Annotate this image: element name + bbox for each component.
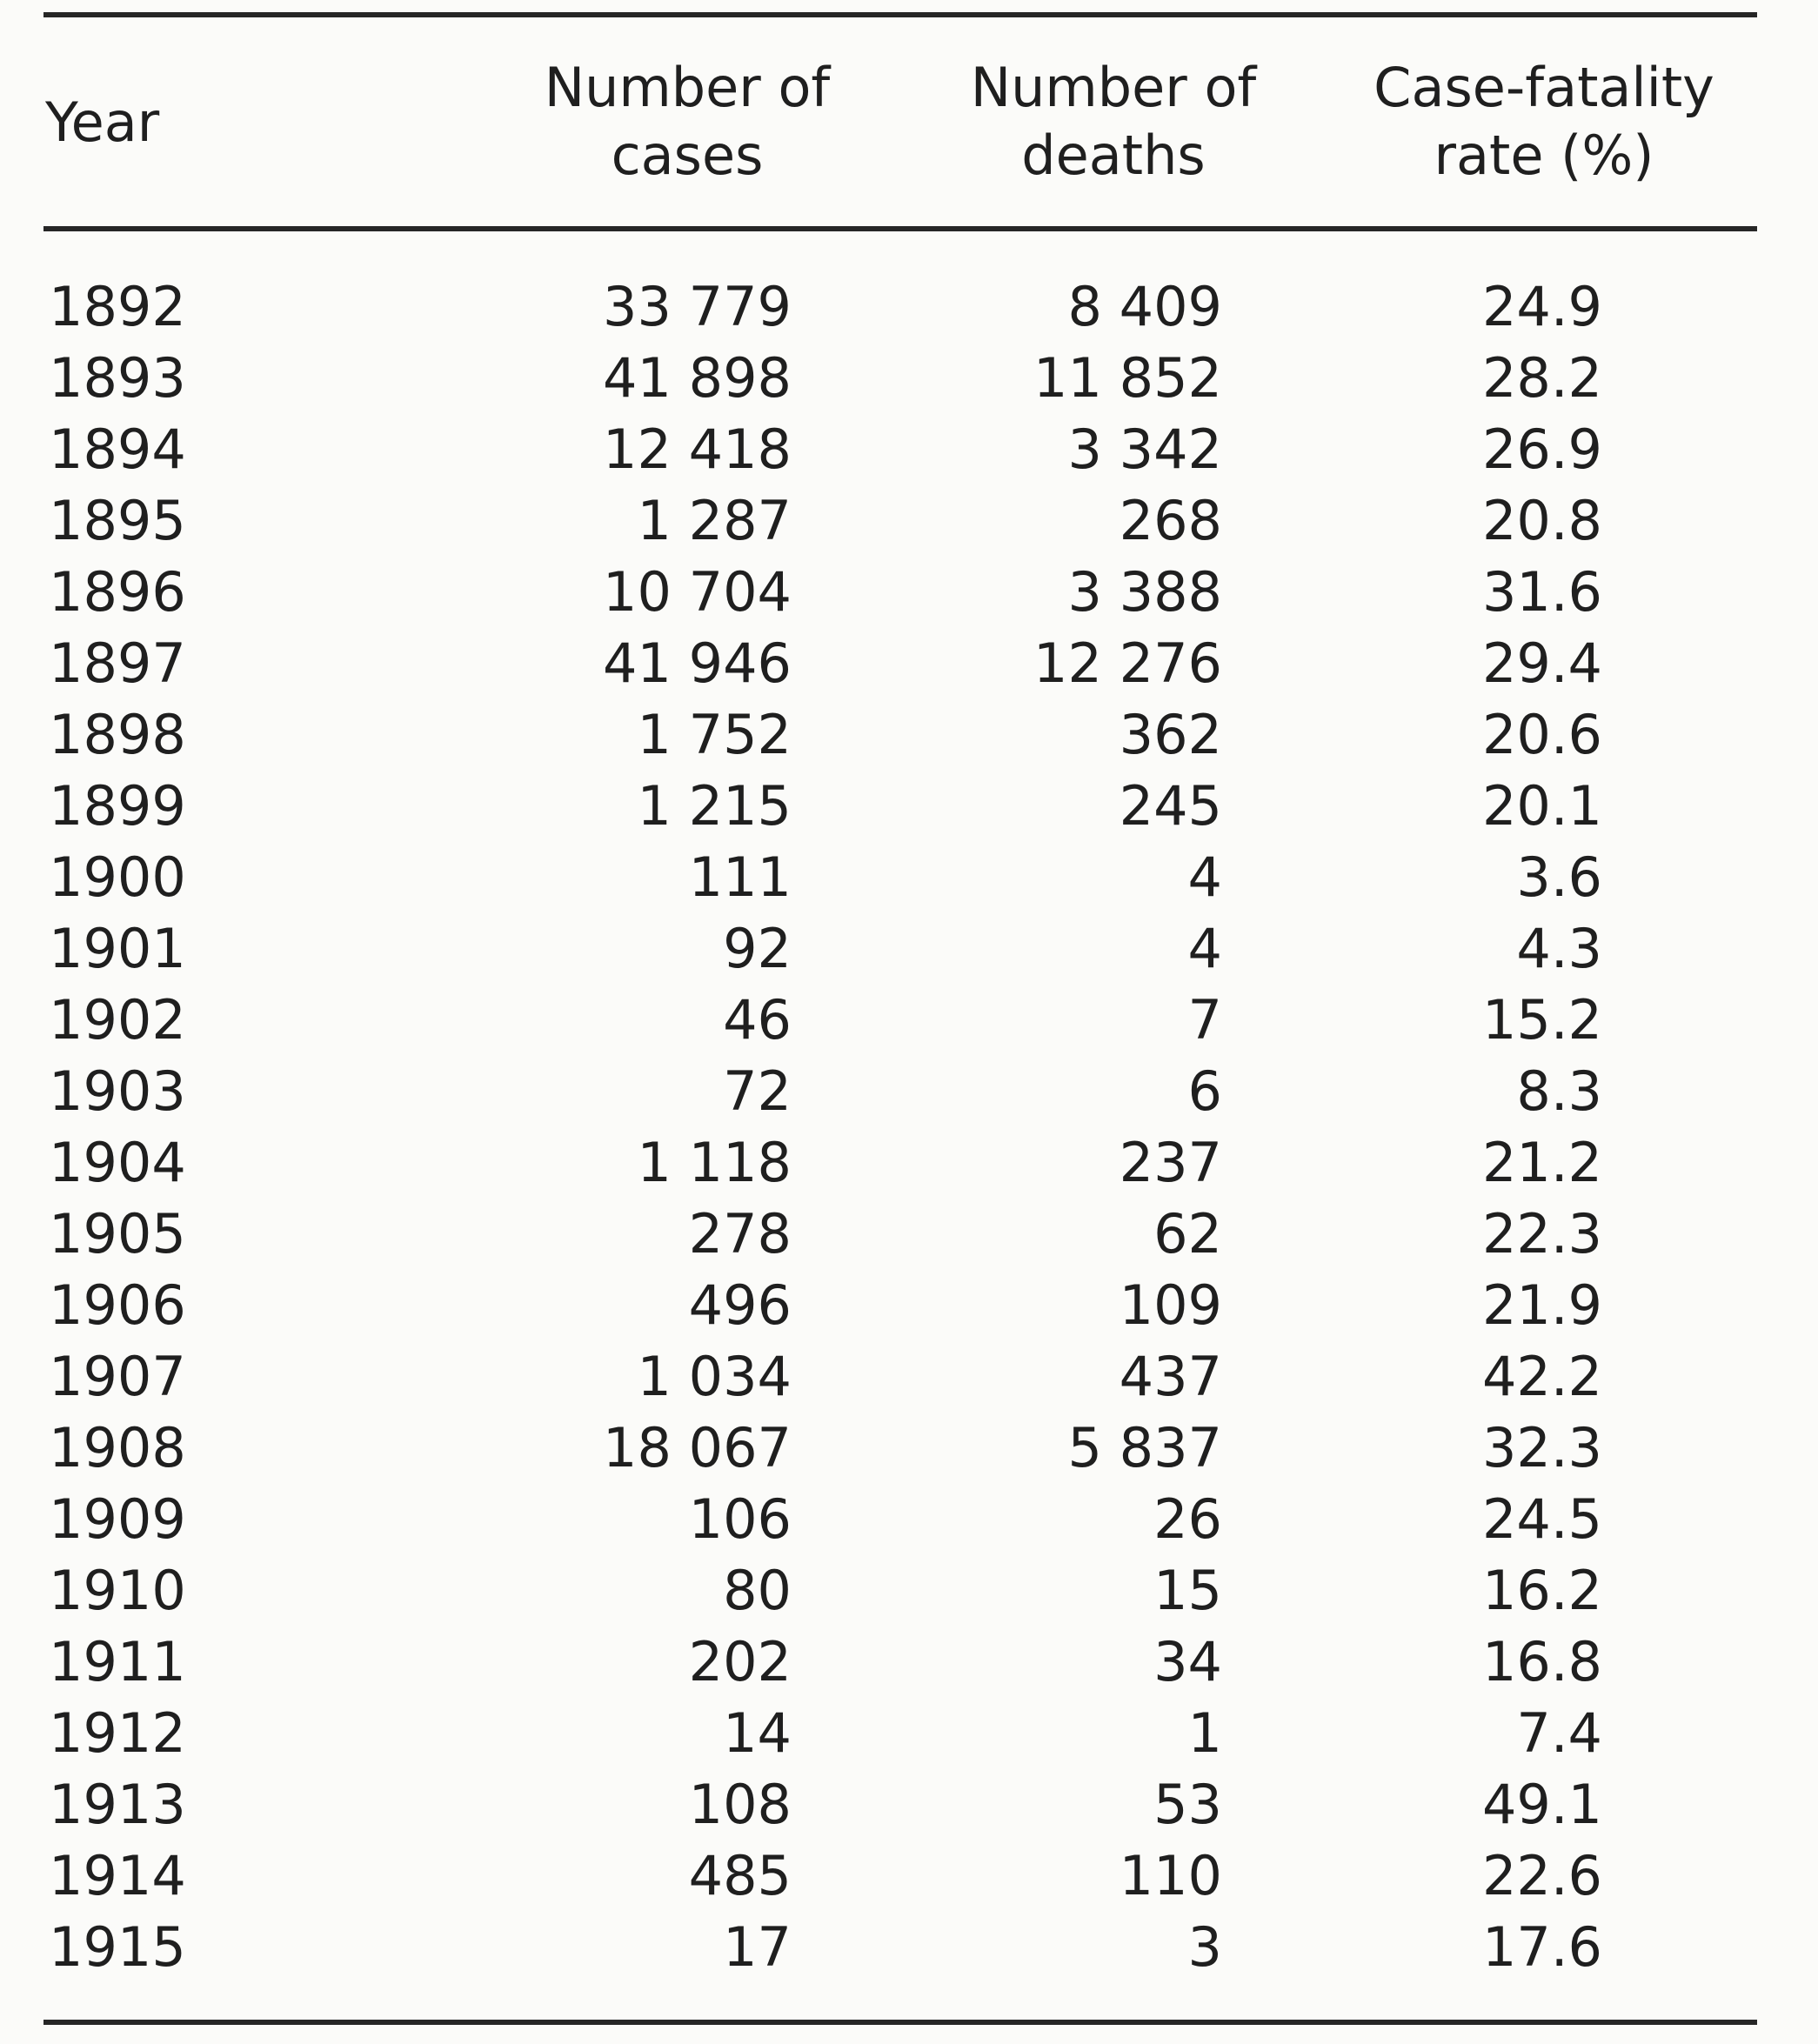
cell-case-fatality-rate: 4.3 [1516, 917, 1602, 980]
cell-deaths: 437 [1119, 1345, 1222, 1408]
cell-year: 1913 [49, 1773, 186, 1836]
cell-year: 1910 [49, 1559, 186, 1622]
table-header [0, 54, 1818, 202]
cell-deaths: 3 [1187, 1915, 1222, 1979]
cell-cases: 41 946 [603, 631, 792, 695]
table-row [0, 485, 1818, 557]
cell-case-fatality-rate: 15.2 [1481, 988, 1602, 1052]
cell-year: 1909 [49, 1487, 186, 1551]
cell-case-fatality-rate: 28.2 [1481, 346, 1602, 410]
bottom-rule [43, 2020, 1757, 2025]
table-body [0, 271, 1818, 1983]
table-row [0, 1270, 1818, 1341]
cell-deaths: 3 342 [1067, 417, 1222, 481]
cell-case-fatality-rate: 3.6 [1516, 845, 1602, 909]
header-rule [43, 226, 1757, 231]
table-row [0, 414, 1818, 485]
cell-year: 1914 [49, 1844, 186, 1907]
top-rule [43, 12, 1757, 17]
cell-cases: 496 [688, 1273, 792, 1337]
table-row [0, 1769, 1818, 1840]
cell-cases: 17 [723, 1915, 792, 1979]
cell-cases: 10 704 [603, 560, 792, 624]
cell-year: 1911 [49, 1630, 186, 1693]
table-row [0, 1341, 1818, 1413]
cell-case-fatality-rate: 24.9 [1481, 275, 1602, 338]
cell-year: 1893 [49, 346, 186, 410]
cell-case-fatality-rate: 16.2 [1481, 1559, 1602, 1622]
cell-deaths: 362 [1119, 703, 1222, 766]
header-case-fatality-rate: Case-fatality rate (%) [1374, 56, 1714, 187]
cell-year: 1894 [49, 417, 186, 481]
cell-cases: 12 418 [603, 417, 792, 481]
table-row [0, 1555, 1818, 1627]
cell-deaths: 5 837 [1067, 1416, 1222, 1480]
cell-deaths: 12 276 [1033, 631, 1222, 695]
cell-year: 1906 [49, 1273, 186, 1337]
cell-deaths: 6 [1187, 1059, 1222, 1123]
cell-case-fatality-rate: 21.2 [1481, 1131, 1602, 1194]
cell-case-fatality-rate: 7.4 [1516, 1701, 1602, 1765]
cell-deaths: 268 [1119, 489, 1222, 552]
cell-deaths: 26 [1153, 1487, 1222, 1551]
cell-cases: 33 779 [603, 275, 792, 338]
cell-cases: 1 215 [637, 774, 792, 838]
cell-year: 1898 [49, 703, 186, 766]
cell-deaths: 109 [1119, 1273, 1222, 1337]
cell-year: 1902 [49, 988, 186, 1052]
table-row [0, 1413, 1818, 1484]
header-year: Year [45, 90, 160, 154]
cell-year: 1892 [49, 275, 186, 338]
cell-cases: 1 034 [637, 1345, 792, 1408]
cell-year: 1915 [49, 1915, 186, 1979]
table-row [0, 557, 1818, 628]
cell-deaths: 4 [1187, 845, 1222, 909]
table-row [0, 1484, 1818, 1555]
table-row [0, 1627, 1818, 1698]
cell-case-fatality-rate: 29.4 [1481, 631, 1602, 695]
cell-deaths: 1 [1187, 1701, 1222, 1765]
cell-cases: 202 [688, 1630, 792, 1693]
cell-cases: 41 898 [603, 346, 792, 410]
cell-cases: 111 [688, 845, 792, 909]
cell-case-fatality-rate: 49.1 [1481, 1773, 1602, 1836]
cell-cases: 80 [723, 1559, 792, 1622]
table-row [0, 628, 1818, 699]
table-row [0, 1698, 1818, 1769]
table-row [0, 343, 1818, 414]
cell-deaths: 110 [1119, 1844, 1222, 1907]
cell-deaths: 4 [1187, 917, 1222, 980]
cell-year: 1896 [49, 560, 186, 624]
cell-year: 1912 [49, 1701, 186, 1765]
cell-year: 1904 [49, 1131, 186, 1194]
table-row [0, 1912, 1818, 1983]
cell-cases: 46 [723, 988, 792, 1052]
cell-cases: 485 [688, 1844, 792, 1907]
cell-cases: 18 067 [603, 1416, 792, 1480]
table-row [0, 699, 1818, 771]
header-number-of-deaths: Number of deaths [970, 56, 1257, 187]
cell-case-fatality-rate: 26.9 [1481, 417, 1602, 481]
table-row [0, 1840, 1818, 1912]
cell-case-fatality-rate: 22.3 [1481, 1202, 1602, 1266]
cell-deaths: 3 388 [1067, 560, 1222, 624]
cell-deaths: 11 852 [1033, 346, 1222, 410]
cell-case-fatality-rate: 24.5 [1481, 1487, 1602, 1551]
cell-case-fatality-rate: 17.6 [1481, 1915, 1602, 1979]
cell-year: 1903 [49, 1059, 186, 1123]
cell-deaths: 34 [1153, 1630, 1222, 1693]
cell-deaths: 8 409 [1067, 275, 1222, 338]
table-row [0, 913, 1818, 985]
cell-cases: 1 287 [637, 489, 792, 552]
cell-year: 1897 [49, 631, 186, 695]
cell-case-fatality-rate: 8.3 [1516, 1059, 1602, 1123]
table-row [0, 1056, 1818, 1127]
table-row [0, 1199, 1818, 1270]
cell-case-fatality-rate: 42.2 [1481, 1345, 1602, 1408]
cell-cases: 1 752 [637, 703, 792, 766]
cell-case-fatality-rate: 20.8 [1481, 489, 1602, 552]
cell-cases: 1 118 [637, 1131, 792, 1194]
cell-cases: 108 [688, 1773, 792, 1836]
cell-case-fatality-rate: 22.6 [1481, 1844, 1602, 1907]
cell-year: 1908 [49, 1416, 186, 1480]
cell-deaths: 237 [1119, 1131, 1222, 1194]
cell-year: 1901 [49, 917, 186, 980]
cell-cases: 106 [688, 1487, 792, 1551]
table-row [0, 985, 1818, 1056]
cell-case-fatality-rate: 20.1 [1481, 774, 1602, 838]
cell-cases: 278 [688, 1202, 792, 1266]
cell-deaths: 7 [1187, 988, 1222, 1052]
table-row [0, 271, 1818, 343]
cell-cases: 72 [723, 1059, 792, 1123]
cell-cases: 92 [723, 917, 792, 980]
cell-case-fatality-rate: 32.3 [1481, 1416, 1602, 1480]
cell-case-fatality-rate: 20.6 [1481, 703, 1602, 766]
cell-deaths: 245 [1119, 774, 1222, 838]
cell-year: 1900 [49, 845, 186, 909]
cell-deaths: 53 [1153, 1773, 1222, 1836]
cell-year: 1895 [49, 489, 186, 552]
cell-deaths: 62 [1153, 1202, 1222, 1266]
cell-case-fatality-rate: 31.6 [1481, 560, 1602, 624]
cell-year: 1899 [49, 774, 186, 838]
header-number-of-cases: Number of cases [544, 56, 831, 187]
cell-deaths: 15 [1153, 1559, 1222, 1622]
cell-cases: 14 [723, 1701, 792, 1765]
table-row [0, 771, 1818, 842]
table-row [0, 1127, 1818, 1199]
cell-year: 1907 [49, 1345, 186, 1408]
cell-case-fatality-rate: 21.9 [1481, 1273, 1602, 1337]
cell-year: 1905 [49, 1202, 186, 1266]
table-row [0, 842, 1818, 913]
cell-case-fatality-rate: 16.8 [1481, 1630, 1602, 1693]
